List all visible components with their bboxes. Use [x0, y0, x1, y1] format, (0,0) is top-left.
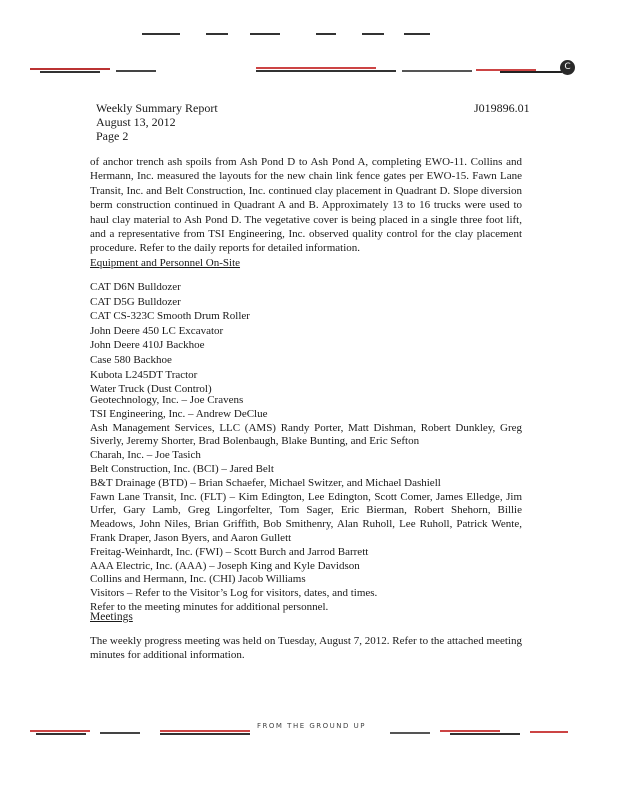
- personnel-entry: Geotechnology, Inc. – Joe Cravens: [90, 394, 244, 406]
- rule-segment: [402, 70, 472, 72]
- meetings-heading: Meetings: [90, 611, 133, 623]
- scan-dash: [404, 33, 430, 35]
- personnel-entry: AAA Electric, Inc. (AAA) – Joseph King and Kyle Davidson: [90, 559, 360, 572]
- personnel-entry: Collins and Hermann, Inc. (CHI) Jacob Williams: [90, 573, 306, 586]
- project-number: J019896.01: [474, 101, 530, 115]
- equipment-item: Case 580 Backhoe: [90, 353, 172, 366]
- rule-segment: [160, 730, 250, 732]
- personnel-list: [90, 394, 522, 615]
- intro-paragraph: of anchor trench ash spoils from Ash Pond D to Ash Pond A, completing EWO-11. Collins and Hermann, Inc. measured the layouts for the new chain link fence gates per EWO-15. Fawn Lane Transit, Inc. and Belt Construction, Inc. continued clay placement in Quadrant D. Slope diversion berm construction continued in Quadrant A and B. Approximately 13 to 16 trucks were used to haul clay material to Ash Pond D. The vegetative cover is being placed in a single three foot lift, and a representative from TSI Engineering, Inc. observed quality control for the clay placement procedure. Refer to the daily reports for detailed information.: [90, 156, 522, 255]
- personnel-entry: Fawn Lane Transit, Inc. (FLT) – Kim Edington, Lee Edington, Scott Comer, James Elledge, Jim Urfer, Gary Lamb, Greg Lingorfelter, Tom Sager, Eric Bierman, Robert Shehorn, Billie Meadows, John Niles, Brian Griffith, Bob Smithenry, Alan Ruholl, Lee Ruholl, Patrick Wente, Frank Draper, Jason Byers, and Aaron Gullett: [90, 490, 522, 544]
- equipment-item: John Deere 410J Backhoe: [90, 339, 205, 352]
- rule-segment: [256, 67, 376, 69]
- equipment-item: CAT D5G Bulldozer: [90, 295, 181, 308]
- equipment-item: Kubota L245DT Tractor: [90, 368, 198, 381]
- scan-dash: [142, 33, 180, 35]
- personnel-entry: Ash Management Services, LLC (AMS) Randy Porter, Matt Dishman, Robert Dunkley, Greg Siverly, Jeremy Shorter, Brad Bolenbaugh, Blake Bunting, and Eric Sefton: [90, 421, 522, 448]
- rule-segment: [530, 731, 568, 733]
- scan-dash: [250, 33, 280, 35]
- personnel-entry: Refer to the meeting minutes for additional personnel.: [90, 600, 329, 613]
- equipment-item: John Deere 450 LC Excavator: [90, 324, 224, 337]
- personnel-entry: Belt Construction, Inc. (BCI) – Jared Belt: [90, 462, 274, 475]
- rule-segment: [30, 730, 90, 732]
- rule-segment: [160, 733, 250, 735]
- rule-segment: [116, 70, 156, 72]
- scan-corner-mark-icon: C: [560, 60, 575, 75]
- report-header: [96, 101, 218, 143]
- personnel-entry: B&T Drainage (BTD) – Brian Schaefer, Michael Switzer, and Michael Dashiell: [90, 476, 441, 489]
- personnel-entry: Charah, Inc. – Joe Tasich: [90, 449, 201, 462]
- personnel-entry: TSI Engineering, Inc. – Andrew DeClue: [90, 407, 268, 420]
- equipment-heading: Equipment and Personnel On-Site: [90, 257, 241, 269]
- scan-dash: [362, 33, 384, 35]
- page-number: Page 2: [96, 129, 129, 143]
- header-rule: [30, 66, 570, 74]
- report-title: Weekly Summary Report: [96, 101, 218, 115]
- personnel-entry: Visitors – Refer to the Visitor’s Log for visitors, dates, and times.: [90, 587, 378, 600]
- scan-dash: [316, 33, 336, 35]
- scan-artifact-top-dashes: [0, 33, 618, 39]
- rule-segment: [390, 732, 430, 734]
- rule-segment: [450, 733, 520, 735]
- rule-segment: [500, 71, 562, 73]
- footer-slogan: FROM THE GROUND UP: [257, 722, 366, 730]
- equipment-list: [90, 280, 250, 397]
- rule-segment: [100, 732, 140, 734]
- equipment-item: CAT CS-323C Smooth Drum Roller: [90, 310, 250, 323]
- rule-segment: [36, 733, 86, 735]
- rule-segment: [440, 730, 500, 732]
- rule-segment: [40, 71, 100, 73]
- report-date: August 13, 2012: [96, 115, 176, 129]
- equipment-item: Water Truck (Dust Control): [90, 383, 212, 396]
- rule-segment: [30, 68, 110, 70]
- equipment-item: CAT D6N Bulldozer: [90, 281, 181, 293]
- meetings-paragraph: The weekly progress meeting was held on Tuesday, August 7, 2012. Refer to the attached meeting minutes for additional information.: [90, 635, 522, 662]
- rule-segment: [256, 70, 396, 72]
- scan-dash: [206, 33, 228, 35]
- personnel-entry: Freitag-Weinhardt, Inc. (FWI) – Scott Burch and Jarrod Barrett: [90, 545, 369, 558]
